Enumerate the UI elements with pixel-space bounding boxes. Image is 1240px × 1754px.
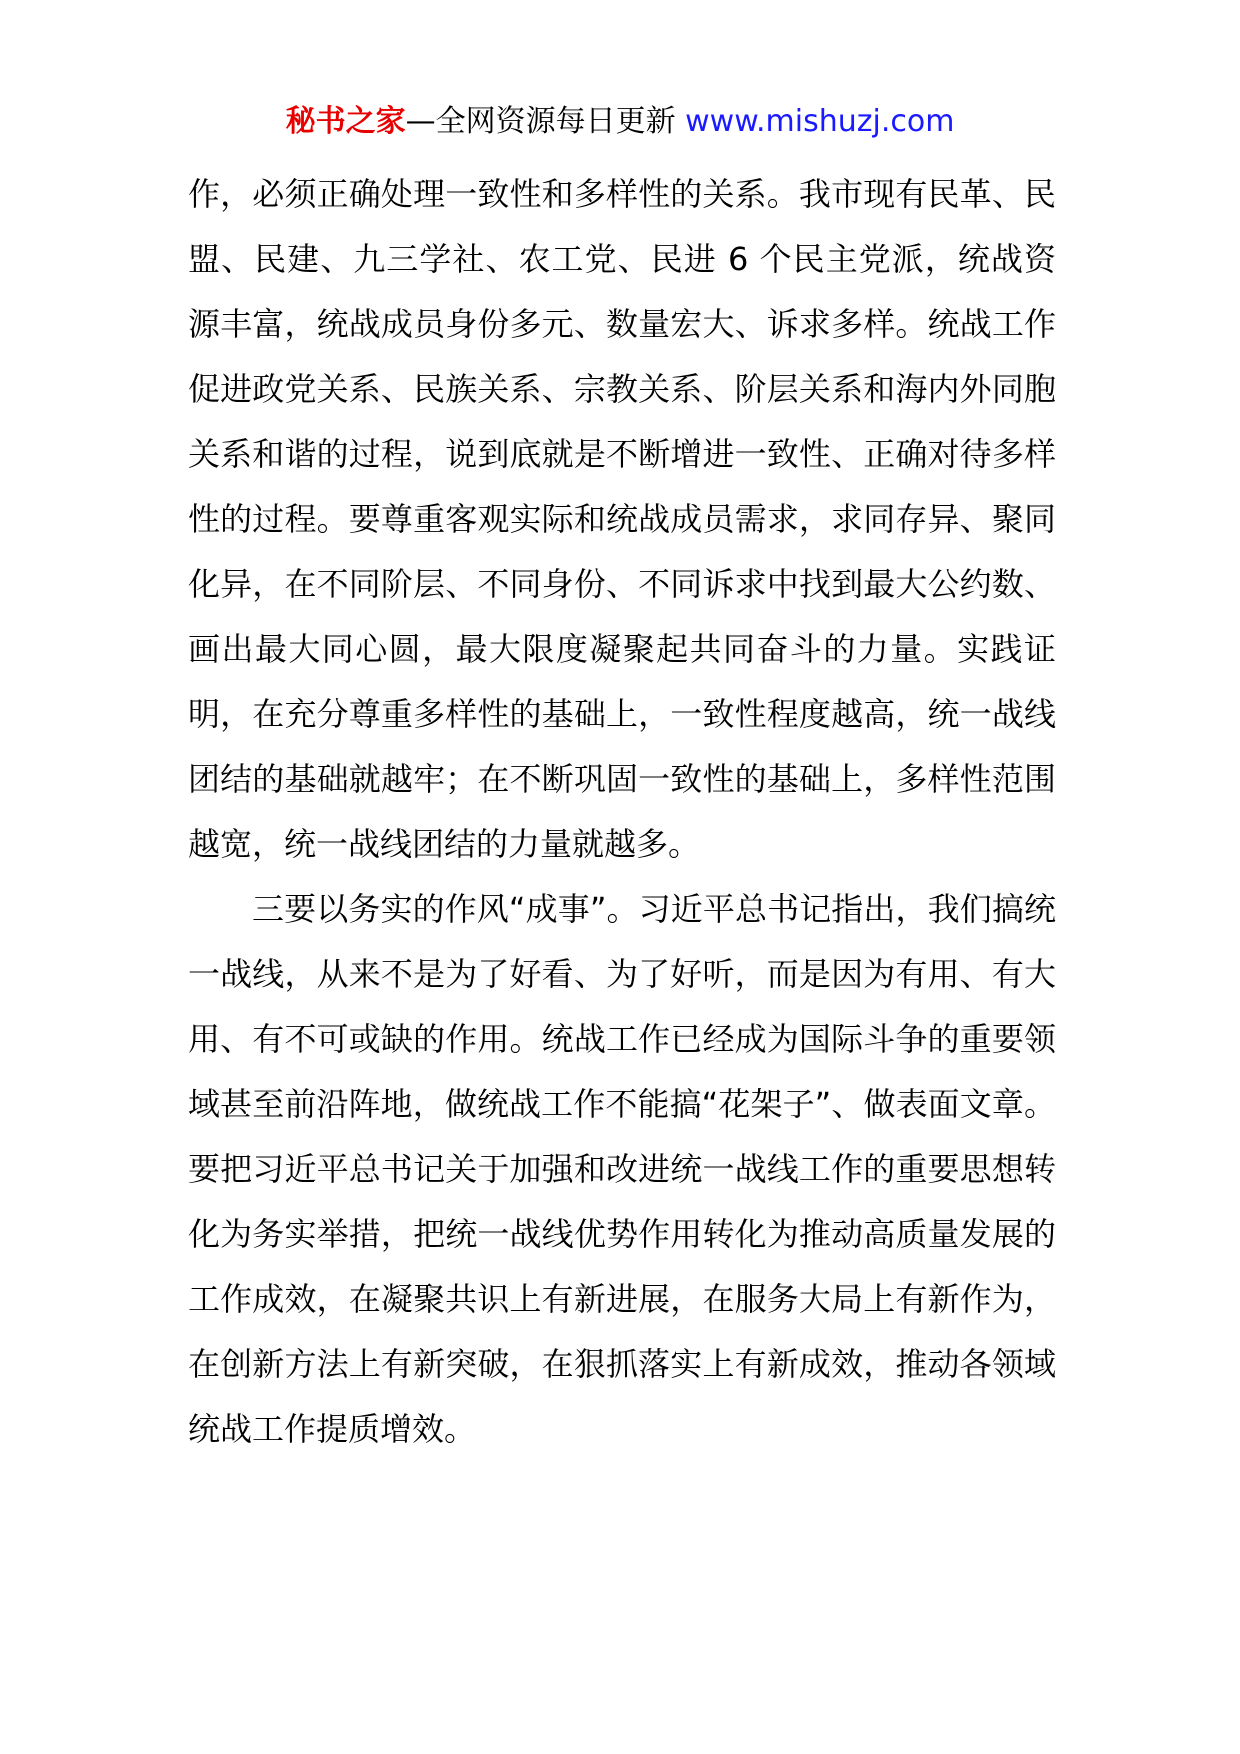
paragraph-continuation: 作，必须正确处理一致性和多样性的关系。我市现有民革、民盟、民建、九三学社、农工党、民进 6 个民主党派，统战资源丰富，统战成员身份多元、数量宏大、诉求多样。统战工作促进政党关系、民族关系、宗教关系、阶层关系和海内外同胞关系和谐的过程，说到底就是不断增进一致性、正确对待多样性的过程。要尊重客观实际和统战成员需求，求同存异、聚同化异，在不同阶层、不同身份、不同诉求中找到最大公约数、画出最大同心圆，最大限度凝聚起共同奋斗的力量。实践证明，在充分尊重多样性的基础上，一致性程度越高，统一战线团结的基础就越牢；在不断巩固一致性的基础上，多样性范围越宽，统一战线团结的力量就越多。 [188,175,1056,863]
paragraph-section-three: 三要以务实的作风“成事”。习近平总书记指出，我们搞统一战线，从来不是为了好看、为了好听，而是因为有用、有大用、有不可或缺的作用。统战工作已经成为国际斗争的重要领域甚至前沿阵地，做统战工作不能搞“花架子”、做表面文章。要把习近平总书记关于加强和改进统一战线工作的重要思想转化为务实举措，把统一战线优势作用转化为推动高质量发展的工作成效，在凝聚共识上有新进展，在服务大局上有新作为，在创新方法上有新突破，在狠抓落实上有新成效，推动各领域统战工作提质增效。 [188,890,1056,1448]
site-tagline: —全网资源每日更新 [405,104,686,139]
site-brand: 秘书之家 [285,104,406,139]
document-body [188,162,1056,1462]
site-url-link[interactable]: www.mishuzj.com [685,104,955,139]
page-header [0,100,1240,144]
